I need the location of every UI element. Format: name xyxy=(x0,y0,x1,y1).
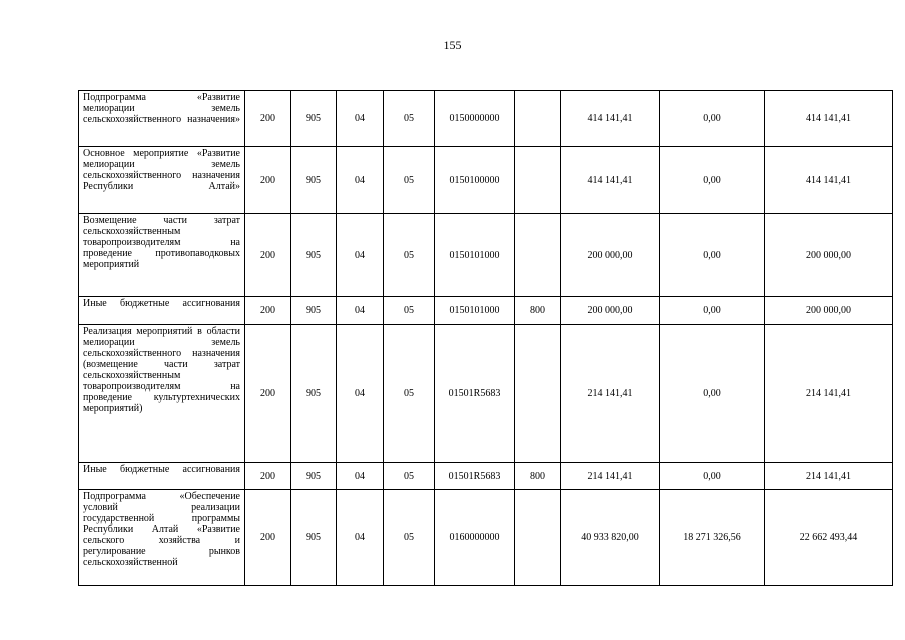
target-article-cell: 0160000000 xyxy=(435,490,515,586)
expense-type-cell xyxy=(515,147,561,214)
subsection-code-cell: 05 xyxy=(384,91,435,147)
amount-total-cell: 40 933 820,00 xyxy=(561,490,660,586)
recipient-code-cell: 200 xyxy=(245,490,291,586)
expense-type-cell xyxy=(515,325,561,463)
subsection-code-cell: 05 xyxy=(384,463,435,490)
expense-type-cell xyxy=(515,214,561,297)
amount-federal-cell: 0,00 xyxy=(660,463,765,490)
subsection-code-cell: 05 xyxy=(384,214,435,297)
table-row xyxy=(79,214,893,297)
target-article-cell: 0150100000 xyxy=(435,147,515,214)
amount-republic-cell: 22 662 493,44 xyxy=(765,490,893,586)
recipient-code-cell: 200 xyxy=(245,147,291,214)
amount-republic-cell: 200 000,00 xyxy=(765,297,893,325)
section-code-cell: 04 xyxy=(337,91,384,147)
amount-federal-cell: 0,00 xyxy=(660,325,765,463)
table-row xyxy=(79,147,893,214)
subsection-code-cell: 05 xyxy=(384,325,435,463)
subsection-code-cell: 05 xyxy=(384,147,435,214)
recipient-code-cell: 200 xyxy=(245,297,291,325)
section-code-cell: 04 xyxy=(337,214,384,297)
section-code-cell: 04 xyxy=(337,463,384,490)
ministry-code-cell: 905 xyxy=(291,325,337,463)
table-row xyxy=(79,297,893,325)
table-row xyxy=(79,490,893,586)
amount-federal-cell: 18 271 326,56 xyxy=(660,490,765,586)
ministry-code-cell: 905 xyxy=(291,91,337,147)
amount-total-cell: 214 141,41 xyxy=(561,325,660,463)
amount-federal-cell: 0,00 xyxy=(660,91,765,147)
expense-type-cell xyxy=(515,91,561,147)
section-code-cell: 04 xyxy=(337,325,384,463)
amount-republic-cell: 200 000,00 xyxy=(765,214,893,297)
section-code-cell: 04 xyxy=(337,490,384,586)
row-name-cell: Основное мероприятие «Развитие мелиорации земель сельскохозяйственного назначения Республики Алтай» xyxy=(79,147,245,214)
row-name-cell: Возмещение части затрат сельскохозяйственным товаропроизводителям на проведение противопаводковых мероприятий xyxy=(79,214,245,297)
amount-republic-cell: 414 141,41 xyxy=(765,147,893,214)
amount-total-cell: 414 141,41 xyxy=(561,91,660,147)
row-name-cell: Подпрограмма «Обеспечение условий реализации государственной программы Республики Алтай «Развитие сельского хозяйства и регулирование рынков сельскохозяйственной xyxy=(79,490,245,586)
amount-federal-cell: 0,00 xyxy=(660,297,765,325)
amount-republic-cell: 214 141,41 xyxy=(765,325,893,463)
section-code-cell: 04 xyxy=(337,297,384,325)
amount-republic-cell: 214 141,41 xyxy=(765,463,893,490)
amount-total-cell: 214 141,41 xyxy=(561,463,660,490)
recipient-code-cell: 200 xyxy=(245,463,291,490)
amount-total-cell: 200 000,00 xyxy=(561,214,660,297)
ministry-code-cell: 905 xyxy=(291,490,337,586)
expense-type-cell: 800 xyxy=(515,463,561,490)
expense-type-cell: 800 xyxy=(515,297,561,325)
target-article-cell: 0150101000 xyxy=(435,214,515,297)
amount-total-cell: 414 141,41 xyxy=(561,147,660,214)
amount-total-cell: 200 000,00 xyxy=(561,297,660,325)
recipient-code-cell: 200 xyxy=(245,214,291,297)
amount-federal-cell: 0,00 xyxy=(660,147,765,214)
subsection-code-cell: 05 xyxy=(384,490,435,586)
amount-federal-cell: 0,00 xyxy=(660,214,765,297)
budget-table xyxy=(78,90,893,586)
target-article-cell: 01501R5683 xyxy=(435,463,515,490)
amount-republic-cell: 414 141,41 xyxy=(765,91,893,147)
row-name-cell: Иные бюджетные ассигнования xyxy=(79,463,245,490)
recipient-code-cell: 200 xyxy=(245,91,291,147)
section-code-cell: 04 xyxy=(337,147,384,214)
subsection-code-cell: 05 xyxy=(384,297,435,325)
row-name-cell: Подпрограмма «Развитие мелиорации земель сельскохозяйственного назначения» xyxy=(79,91,245,147)
table-row xyxy=(79,91,893,147)
table-row xyxy=(79,463,893,490)
target-article-cell: 0150000000 xyxy=(435,91,515,147)
page-number: 155 xyxy=(443,38,462,52)
row-name-cell: Реализация мероприятий в области мелиорации земель сельскохозяйственного назначения (возмещение части затрат сельскохозяйственным товаропроизводителям на проведение культуртехнических мероприятий) xyxy=(79,325,245,463)
target-article-cell: 01501R5683 xyxy=(435,325,515,463)
ministry-code-cell: 905 xyxy=(291,463,337,490)
ministry-code-cell: 905 xyxy=(291,147,337,214)
recipient-code-cell: 200 xyxy=(245,325,291,463)
row-name-cell: Иные бюджетные ассигнования xyxy=(79,297,245,325)
ministry-code-cell: 905 xyxy=(291,297,337,325)
ministry-code-cell: 905 xyxy=(291,214,337,297)
expense-type-cell xyxy=(515,490,561,586)
table-row xyxy=(79,325,893,463)
target-article-cell: 0150101000 xyxy=(435,297,515,325)
